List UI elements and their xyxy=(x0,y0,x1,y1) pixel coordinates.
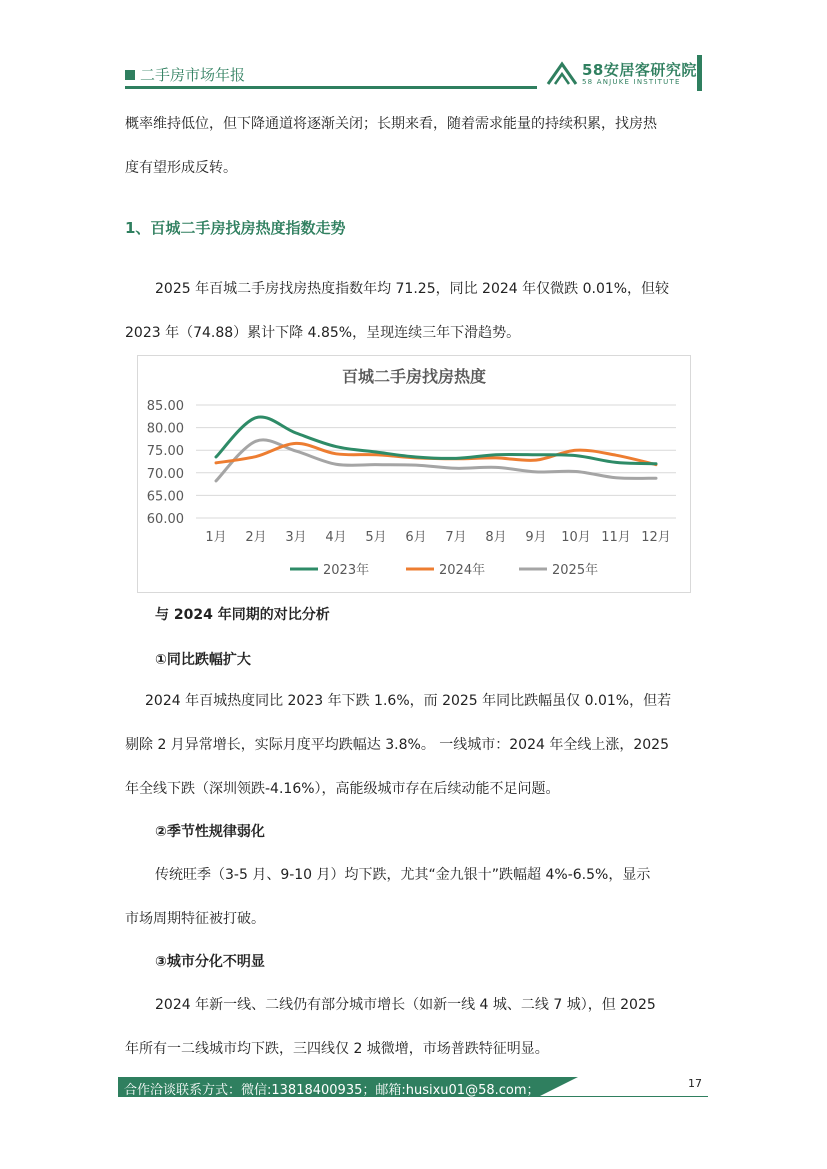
x-tick-label: 11月 xyxy=(601,530,631,545)
section-paragraph-line-2: 2023 年（74.88）累计下降 4.85%，呈现连续三年下滑趋势。 xyxy=(125,325,521,341)
y-tick-label: 65.00 xyxy=(146,489,184,505)
section-heading: 1、百城二手房找房热度指数走势 xyxy=(125,219,346,237)
x-tick-label: 7月 xyxy=(445,530,467,545)
footer-contact: 合作洽谈联系方式：微信:13818400935；邮箱:husixu01@58.com； xyxy=(124,1083,540,1098)
sub2-line-1: 传统旺季（3-5 月、9-10 月）均下跌，尤其“金九银十”跌幅超 4%-6.5%，显示 xyxy=(155,867,651,883)
y-tick-label: 60.00 xyxy=(146,512,184,527)
intro-line-2: 度有望形成反转。 xyxy=(125,160,237,176)
section-paragraph-line-1: 2025 年百城二手房找房热度指数年均 71.25，同比 2024 年仅微跌 0.01%，但较 xyxy=(155,281,670,297)
chart-frame xyxy=(137,355,691,593)
subheading-1: ①同比跌幅扩大 xyxy=(155,652,251,668)
header-title: 二手房市场年报 xyxy=(140,66,246,84)
chart-title: 百城二手房找房热度 xyxy=(341,367,487,386)
logo-subtitle: 58 ANJUKE INSTITUTE xyxy=(582,78,681,86)
header-square-mark xyxy=(125,70,135,80)
sub1-line-2: 剔除 2 月异常增长，实际月度平均跌幅达 3.8%。 一线城市：2024 年全线上涨，2025 xyxy=(125,737,669,753)
x-tick-label: 12月 xyxy=(641,530,671,545)
subheading-2: ②季节性规律弱化 xyxy=(155,824,265,840)
logo-name: 58安居客研究院 xyxy=(582,61,697,79)
series-line-2024年 xyxy=(216,443,656,464)
header-side-bar xyxy=(697,55,702,91)
line-chart xyxy=(138,356,690,592)
sub3-line-1: 2024 年新一线、二线仍有部分城市增长（如新一线 4 城、二线 7 城），但 2025 xyxy=(155,997,656,1013)
y-tick-label: 85.00 xyxy=(146,399,184,414)
x-tick-label: 1月 xyxy=(205,530,227,545)
analysis-title: 与 2024 年同期的对比分析 xyxy=(155,607,330,623)
x-tick-label: 9月 xyxy=(525,530,547,545)
legend-label: 2023年 xyxy=(323,563,370,578)
footer-slant xyxy=(538,1077,578,1097)
sub3-line-2: 年所有一二线城市均下跌，三四线仅 2 城微增，市场普跌特征明显。 xyxy=(125,1041,549,1057)
sub1-line-1: 2024 年百城热度同比 2023 年下跌 1.6%，而 2025 年同比跌幅虽仅 0.01%，但若 xyxy=(145,693,672,709)
legend-label: 2025年 xyxy=(552,563,599,578)
subheading-3: ③城市分化不明显 xyxy=(155,954,265,970)
house-logo-icon xyxy=(546,60,578,86)
legend-label: 2024年 xyxy=(439,563,486,578)
x-tick-label: 6月 xyxy=(405,530,427,545)
x-tick-label: 3月 xyxy=(285,530,307,545)
x-tick-label: 8月 xyxy=(485,530,507,545)
y-tick-label: 80.00 xyxy=(146,421,184,437)
header-underline xyxy=(125,86,537,89)
sub1-line-3: 年全线下跌（深圳领跌-4.16%），高能级城市存在后续动能不足问题。 xyxy=(125,781,560,797)
y-tick-label: 70.00 xyxy=(146,466,184,482)
y-tick-label: 75.00 xyxy=(146,444,184,460)
series-line-2023年 xyxy=(216,417,656,464)
page-number: 17 xyxy=(688,1077,702,1090)
x-tick-label: 2月 xyxy=(245,530,267,545)
intro-line-1: 概率维持低位，但下降通道将逐渐关闭；长期来看，随着需求能量的持续积累，找房热 xyxy=(125,116,657,132)
sub2-line-2: 市场周期特征被打破。 xyxy=(125,911,265,927)
x-tick-label: 5月 xyxy=(365,530,387,545)
x-tick-label: 4月 xyxy=(325,530,347,545)
x-tick-label: 10月 xyxy=(561,530,591,545)
